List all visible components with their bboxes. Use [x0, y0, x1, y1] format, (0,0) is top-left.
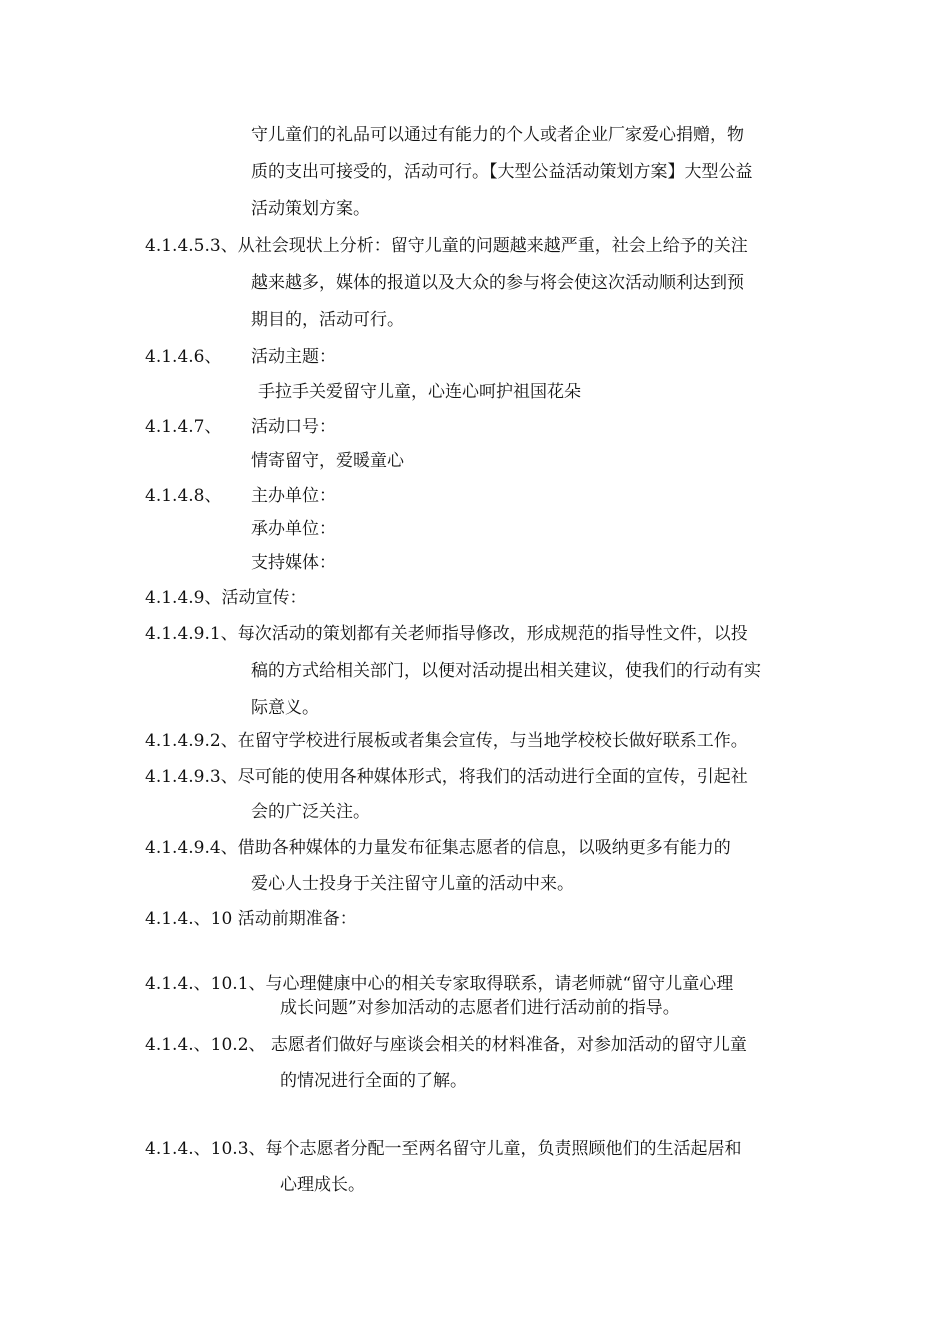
text-line: 4.1.4.、10.3、每个志愿者分配一至两名留守儿童，负责照顾他们的生活起居和 — [145, 1139, 742, 1159]
section-heading: 活动口号： — [251, 417, 336, 437]
text-line: 4.1.4.、10.1、与心理健康中心的相关专家取得联系，请老师就“留守儿童心理 — [145, 974, 734, 994]
text-line: 4.1.4.、10.2、 志愿者们做好与座谈会相关的材料准备，对参加活动的留守儿童 — [145, 1035, 747, 1055]
text-line: 支持媒体： — [251, 553, 336, 573]
text-line: 承办单位： — [251, 519, 336, 539]
section-heading: 4.1.4.、10 活动前期准备： — [145, 909, 357, 929]
text-line: 的情况进行全面的了解。 — [280, 1071, 467, 1091]
section-number: 4.1.4.6、 — [145, 347, 222, 367]
text-line: 4.1.4.9.2、在留守学校进行展板或者集会宣传，与当地学校校长做好联系工作。 — [145, 731, 748, 751]
text-line: 成长问题”对参加活动的志愿者们进行活动前的指导。 — [280, 998, 680, 1018]
section-number: 4.1.4.7、 — [145, 417, 222, 437]
text-line: 4.1.4.9.1、每次活动的策划都有关老师指导修改，形成规范的指导性文件，以投 — [145, 624, 748, 644]
text-line: 爱心人士投身于关注留守儿童的活动中来。 — [251, 874, 574, 894]
text-line: 稿的方式给相关部门，以便对活动提出相关建议，使我们的行动有实 — [251, 661, 761, 681]
text-line: 心理成长。 — [280, 1175, 365, 1195]
text-line: 4.1.4.5.3、从社会现状上分析：留守儿童的问题越来越严重，社会上给予的关注 — [145, 236, 748, 256]
section-heading: 活动主题： — [251, 347, 336, 367]
text-line: 手拉手关爱留守儿童，心连心呵护祖国花朵 — [258, 382, 581, 402]
section-number: 4.1.4.8、 — [145, 486, 222, 506]
text-line: 期目的，活动可行。 — [251, 310, 404, 330]
text-line: 质的支出可接受的，活动可行。【大型公益活动策划方案】大型公益 — [251, 162, 753, 182]
section-heading: 4.1.4.9、活动宣传： — [145, 588, 307, 608]
section-heading: 主办单位： — [251, 486, 336, 506]
text-line: 际意义。 — [251, 698, 319, 718]
text-line: 4.1.4.9.4、借助各种媒体的力量发布征集志愿者的信息，以吸纳更多有能力的 — [145, 838, 731, 858]
text-line: 会的广泛关注。 — [251, 802, 370, 822]
text-line: 4.1.4.9.3、尽可能的使用各种媒体形式，将我们的活动进行全面的宣传，引起社 — [145, 767, 748, 787]
text-line: 情寄留守，爱暖童心 — [251, 451, 404, 471]
text-line: 活动策划方案。 — [251, 199, 370, 219]
text-line: 守儿童们的礼品可以通过有能力的个人或者企业厂家爱心捐赠，物 — [251, 125, 744, 145]
text-line: 越来越多，媒体的报道以及大众的参与将会使这次活动顺利达到预 — [251, 273, 744, 293]
